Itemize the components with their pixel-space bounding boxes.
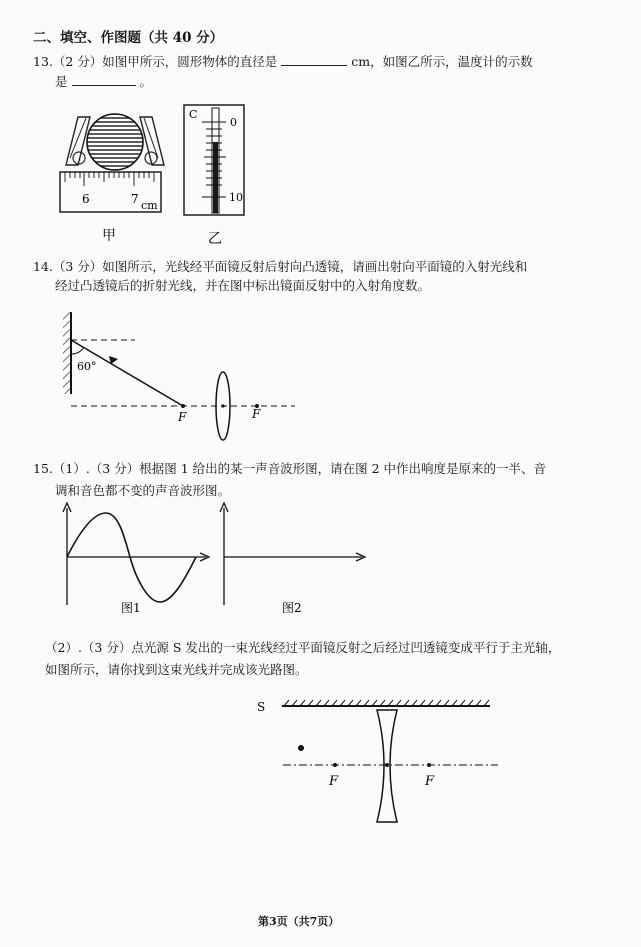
thermometer-label-0: 0 <box>230 116 237 129</box>
figure-yi-thermometer <box>184 105 244 247</box>
lens-center-q15 <box>385 763 389 767</box>
q13-line1-part-a: 13.（2 分）如图甲所示，圆形物体的直径是 <box>33 54 278 69</box>
q15-2-line1: （2）.（3 分）点光源 S 发出的一束光线经过平面镜反射之后经过凹透镜变成平行于主光轴， <box>45 640 561 655</box>
focus-left-point-q14 <box>181 404 185 408</box>
fig2-caption: 图2 <box>282 601 302 615</box>
light-source-s-dot <box>298 745 304 751</box>
section-title: 二、填空、作图题（共 40 分） <box>33 30 224 46</box>
focus-right-point-q15 <box>427 763 431 767</box>
figure-jia-caption: 甲 <box>102 228 116 244</box>
figure-q14 <box>63 312 295 440</box>
q13-line1-part-b: cm，如图乙所示，温度计的示数 <box>351 54 533 69</box>
ruler-jia-label-7: 7 <box>131 192 139 206</box>
ruler-jia-label-6: 6 <box>82 192 90 206</box>
thermometer-label-10: 10 <box>229 191 243 204</box>
q15-1-line2: 调和音色都不变的声音波形图。 <box>55 483 231 498</box>
figure-q15-2 <box>257 700 498 822</box>
page-footer: 第3页（共7页） <box>258 915 340 928</box>
focus-right-label-q14: F <box>252 407 261 421</box>
q14-line2: 经过凸透镜后的折射光线，并在图中标出镜面反射中的入射角度数。 <box>55 278 431 293</box>
focus-right-label-q15: F <box>425 774 435 789</box>
angle-label: 60° <box>77 360 97 373</box>
focus-left-point-q15 <box>333 763 337 767</box>
thermometer-unit: C <box>189 108 198 121</box>
q13-line2-part-b: 。 <box>139 74 152 89</box>
focus-left-label-q14: F <box>178 410 187 424</box>
round-object <box>87 114 143 170</box>
mirror-hatching <box>63 312 71 394</box>
ruler-jia-ticks <box>65 172 154 186</box>
ruler-jia-unit: cm <box>141 199 158 212</box>
source-s-label: S <box>257 700 266 714</box>
reflected-ray <box>71 340 183 406</box>
q13-line2-part-a: 是 <box>55 74 68 89</box>
lens-center-q14 <box>221 404 224 407</box>
figure-yi-caption: 乙 <box>208 231 222 247</box>
figure-jia-caliper <box>60 114 164 244</box>
angle-arc <box>71 347 84 354</box>
q14-line1: 14.（3 分）如图所示，光线经平面镜反射后射向凸透镜，请画出射向平面镜的入射光线和 <box>33 259 528 274</box>
focus-left-label-q15: F <box>329 774 339 789</box>
figure-1-waveform <box>63 503 209 615</box>
q15-1-line1: 15.（1）.（3 分）根据图 1 给出的某一声音波形图，请在图 2 中作出响度是原来的一半、音 <box>33 461 547 476</box>
fig1-caption: 图1 <box>121 601 141 615</box>
figure-2-axes <box>220 503 365 615</box>
q15-2-line2: 如图所示，请你找到这束光线并完成该光路图。 <box>45 662 308 677</box>
